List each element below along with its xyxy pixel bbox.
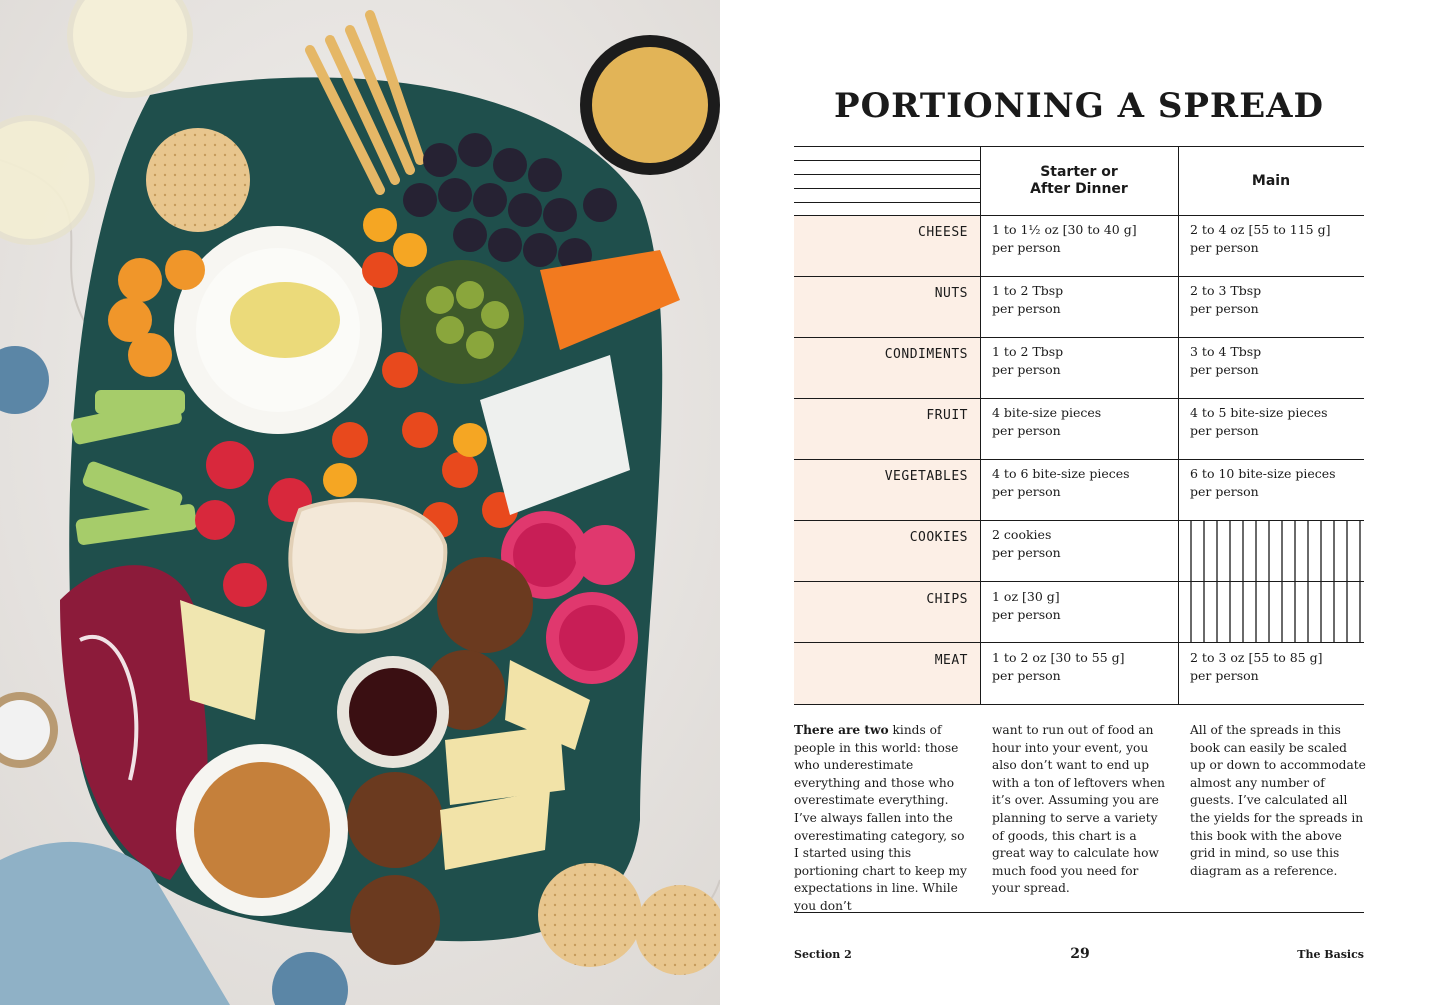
- row-label-meat: MEAT: [934, 653, 968, 668]
- recipe-page: [720, 0, 1445, 1005]
- row-label-chips: CHIPS: [926, 592, 968, 607]
- body-column-2: want to run out of food an hour into your event, you also don’t want to end up with a ton of leftovers when it’s over. Assuming you are planning to serve a variety of goods, this chart is a great way to calculate how much food you need for your spread.: [992, 723, 1166, 896]
- empty-cell-hatch: [1178, 521, 1364, 642]
- bottom-rule: [794, 912, 1364, 913]
- row-label-vegetables: VEGETABLES: [884, 469, 968, 484]
- cell-cookies-starter: 2 cookies per person: [992, 527, 1061, 560]
- row-label-cheese: CHEESE: [918, 225, 968, 240]
- cell-nuts-starter: 1 to 2 Tbsp per person: [992, 283, 1064, 316]
- footer-title: The Basics: [1297, 948, 1364, 961]
- cell-cheese-main: 2 to 4 oz [55 to 115 g] per person: [1190, 222, 1331, 255]
- body-text-1: kinds of people in this world: those who underestimate everything and those who overestimate everything. I’ve always fallen into the overestimating category, so I started using this portioning chart to keep my expectations in line. While you don’t: [794, 723, 967, 913]
- cell-vegetables-main: 6 to 10 bite-size pieces per person: [1190, 466, 1336, 499]
- cell-meat-main: 2 to 3 oz [55 to 85 g] per person: [1190, 650, 1323, 683]
- row-label-cookies: COOKIES: [909, 530, 968, 545]
- column-header-main: Main: [1251, 173, 1291, 189]
- cell-condiments-main: 3 to 4 Tbsp per person: [1190, 344, 1262, 377]
- page-number: 29: [1070, 946, 1090, 962]
- cell-condiments-starter: 1 to 2 Tbsp per person: [992, 344, 1064, 377]
- page-title: PORTIONING A SPREAD: [834, 86, 1324, 126]
- cell-fruit-starter: 4 bite-size pieces per person: [992, 405, 1102, 438]
- footer-section: Section 2: [794, 948, 852, 961]
- cell-chips-starter: 1 oz [30 g] per person: [992, 589, 1061, 622]
- portion-grid: [794, 146, 1364, 705]
- cell-vegetables-starter: 4 to 6 bite-size pieces per person: [992, 466, 1130, 499]
- row-label-fruit: FRUIT: [926, 408, 968, 423]
- body-column-1: [794, 722, 970, 916]
- charcuterie-board-photo: [0, 0, 720, 1005]
- cell-fruit-main: 4 to 5 bite-size pieces per person: [1190, 405, 1328, 438]
- cell-meat-starter: 1 to 2 oz [30 to 55 g] per person: [992, 650, 1125, 683]
- body-lead: There are two: [794, 723, 889, 737]
- body-column-3: All of the spreads in this book can easily be scaled up or down to accommodate almost any number of guests. I’ve calculated all the yields for the spreads in this book with the above grid in mind, so use this diagram as a reference.: [1190, 723, 1366, 878]
- cell-nuts-main: 2 to 3 Tbsp per person: [1190, 283, 1262, 316]
- cell-cheese-starter: 1 to 1½ oz [30 to 40 g] per person: [992, 222, 1137, 255]
- row-label-nuts: NUTS: [934, 286, 968, 301]
- row-label-condiments: CONDIMENTS: [884, 347, 968, 362]
- column-header-starter: Starter or After Dinner: [1030, 164, 1128, 197]
